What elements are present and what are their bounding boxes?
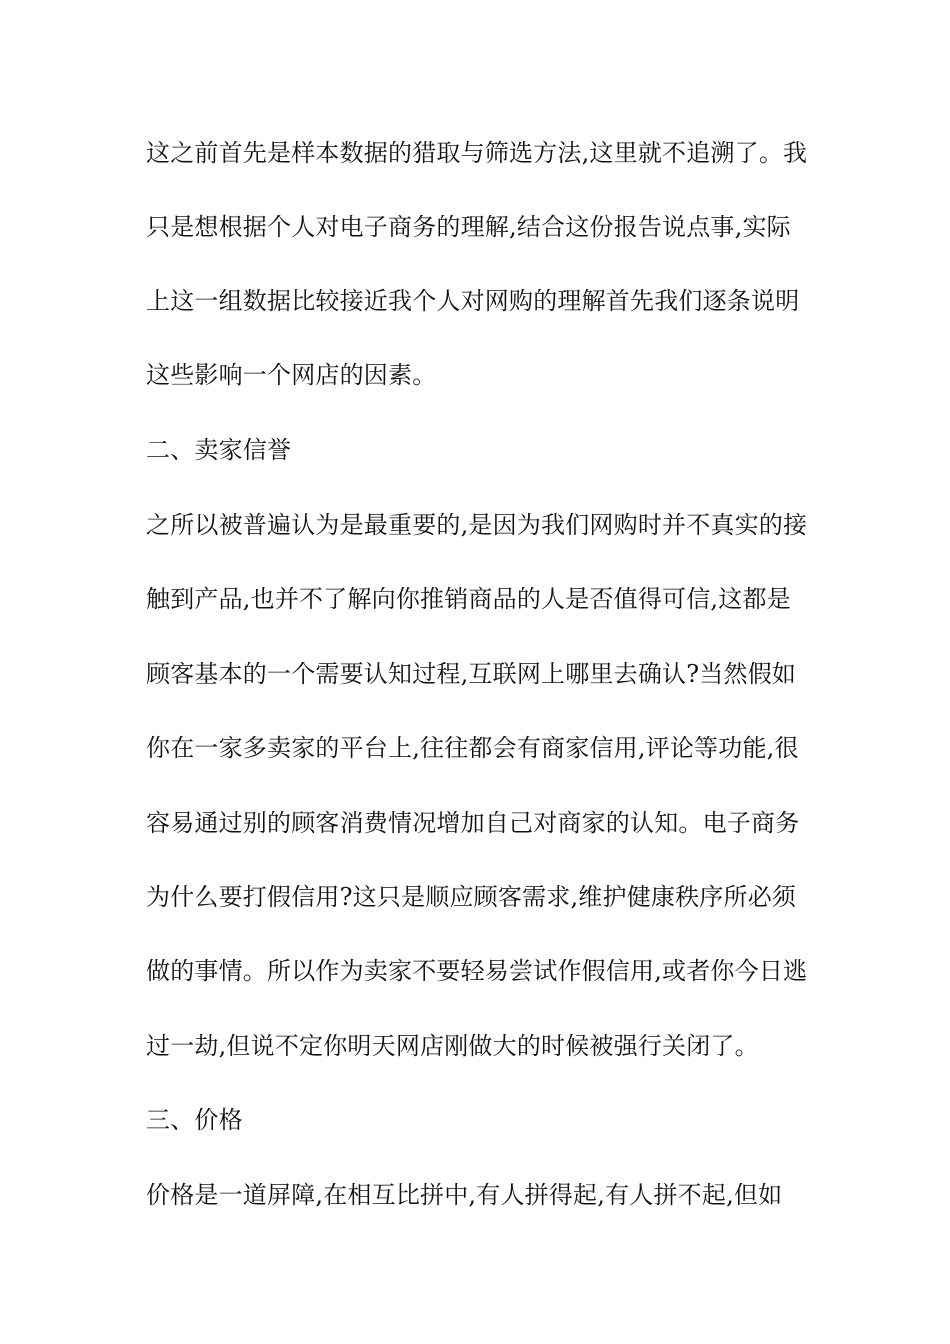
paragraph-line: 只是想根据个人对电子商务的理解,结合这份报告说点事,实际	[146, 213, 791, 241]
paragraph-line: 之所以被普遍认为是最重要的,是因为我们网购时并不真实的接	[146, 511, 808, 539]
paragraph-line: 你在一家多卖家的平台上,往往都会有商家信用,评论等功能,很	[146, 734, 799, 762]
paragraph-line: 为什么要打假信用?这只是顺应顾客需求,维护健康秩序所必须	[146, 883, 797, 911]
paragraph-line: 容易通过别的顾客消费情况增加自己对商家的认知。电子商务	[146, 809, 800, 837]
paragraph-line: 这之前首先是样本数据的猎取与筛选方法,这里就不追溯了。我	[146, 139, 808, 167]
paragraph-line: 价格是一道屏障,在相互比拼中,有人拼得起,有人拼不起,但如	[146, 1181, 783, 1209]
paragraph-line: 触到产品,也并不了解向你推销商品的人是否值得可信,这都是	[146, 585, 791, 613]
section-heading: 三、价格	[146, 1106, 243, 1134]
paragraph-line: 这些影响一个网店的因素。	[146, 361, 437, 389]
paragraph-line: 过一劫,但说不定你明天网店刚做大的时候被强行关闭了。	[146, 1032, 759, 1060]
paragraph-line: 顾客基本的一个需要认知过程,互联网上哪里去确认?当然假如	[146, 660, 797, 688]
paragraph-line: 上这一组数据比较接近我个人对网购的理解首先我们逐条说明	[146, 287, 800, 315]
paragraph-line: 做的事情。所以作为卖家不要轻易尝试作假信用,或者你今日逃	[146, 957, 808, 985]
section-heading: 二、卖家信誉	[146, 436, 292, 464]
